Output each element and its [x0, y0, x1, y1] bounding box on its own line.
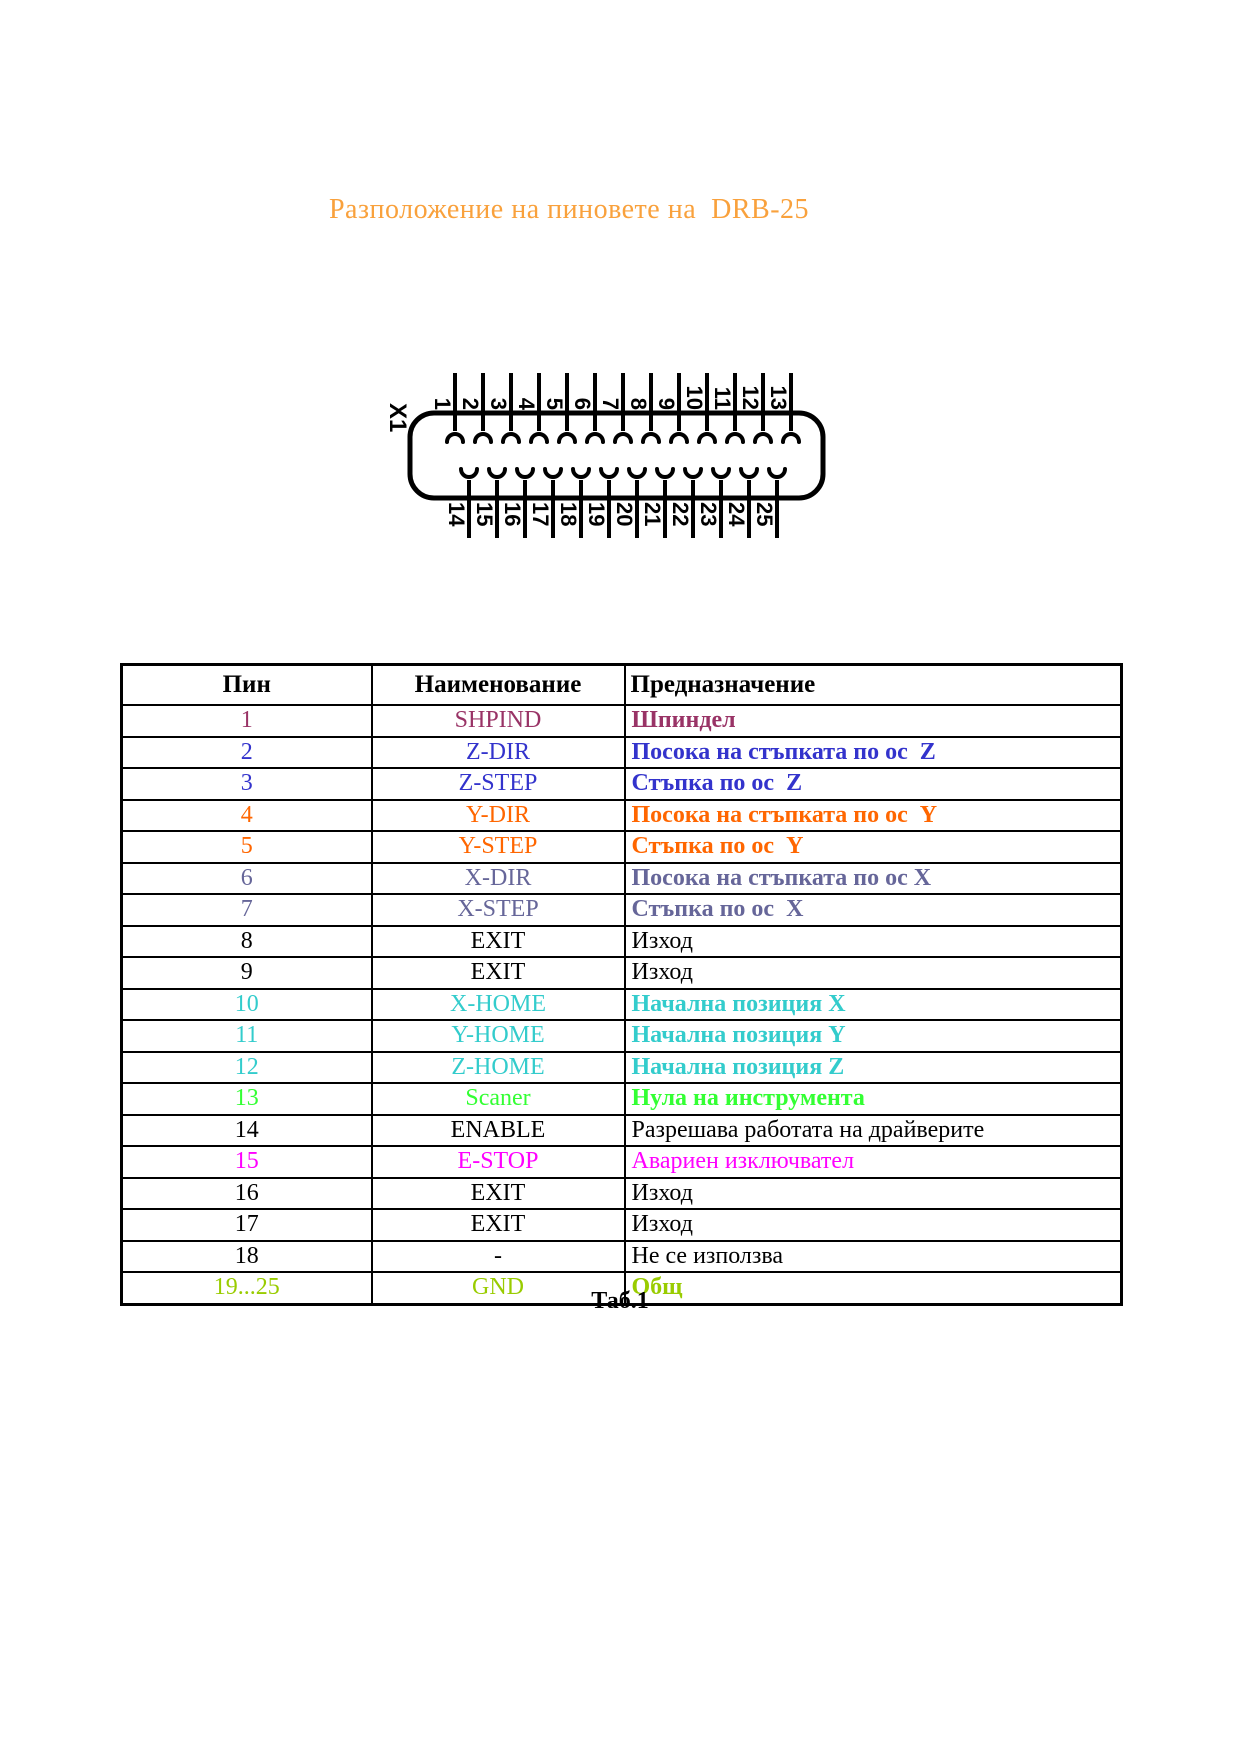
purpose-cell: Начална позиция X	[625, 989, 1122, 1021]
signal-name-cell: Z-HOME	[372, 1052, 625, 1084]
purpose-cell: Начална позиция Z	[625, 1052, 1122, 1084]
purpose-cell: Общ	[625, 1272, 1122, 1304]
pin-contact-arc	[755, 434, 771, 442]
signal-name-cell: EXIT	[372, 957, 625, 989]
purpose-cell: Разрешава работата на драйверите	[625, 1115, 1122, 1147]
signal-name-cell: X-DIR	[372, 863, 625, 895]
pin-contact-arc	[643, 434, 659, 442]
pin-number-label: 6	[570, 397, 595, 410]
purpose-cell: Изход	[625, 1209, 1122, 1241]
pin-contact-arc	[545, 469, 561, 477]
pin-number-cell: 13	[122, 1083, 372, 1115]
pin-contact-arc	[573, 469, 589, 477]
table-row	[122, 1020, 1122, 1052]
pin-number-label: 11	[710, 386, 735, 410]
table-row	[122, 1209, 1122, 1241]
purpose-cell: Шпиндел	[625, 705, 1122, 737]
pin-number-label: 18	[556, 502, 581, 527]
pin-number-label: 4	[514, 397, 539, 410]
pin-number-cell: 10	[122, 989, 372, 1021]
pin-number-label: 20	[612, 502, 637, 527]
pin-number-label: 9	[654, 397, 679, 410]
pin-contact-arc	[699, 434, 715, 442]
purpose-cell: Изход	[625, 1178, 1122, 1210]
signal-name-cell: E-STOP	[372, 1146, 625, 1178]
pin-number-cell: 3	[122, 768, 372, 800]
pin-number-label: 5	[542, 397, 567, 410]
pin-contact-arc	[601, 469, 617, 477]
purpose-cell: Стъпка по ос Z	[625, 768, 1122, 800]
signal-name-cell: Y-DIR	[372, 800, 625, 832]
pin-number-cell: 1	[122, 705, 372, 737]
pin-number-label: 7	[598, 397, 623, 410]
pin-number-label: 8	[626, 397, 651, 410]
purpose-cell: Стъпка по ос Y	[625, 831, 1122, 863]
pin-number-cell: 4	[122, 800, 372, 832]
pin-number-label: 13	[766, 385, 791, 410]
table-row	[122, 705, 1122, 737]
signal-name-cell: SHPIND	[372, 705, 625, 737]
table-row	[122, 989, 1122, 1021]
page-title: Разположение на пиновете на DRB-25	[328, 194, 810, 225]
header-name: Наименование	[372, 665, 625, 706]
pin-number-cell: 18	[122, 1241, 372, 1273]
purpose-cell: Авариен изключвател	[625, 1146, 1122, 1178]
pin-number-label: 16	[500, 502, 525, 527]
purpose-cell: Стъпка по ос X	[625, 894, 1122, 926]
pinout-table-body	[122, 705, 1122, 1304]
pin-number-cell: 12	[122, 1052, 372, 1084]
table-row	[122, 1178, 1122, 1210]
table-row	[122, 1115, 1122, 1147]
pin-number-label: 2	[458, 397, 483, 410]
purpose-cell: Изход	[625, 957, 1122, 989]
signal-name-cell: EXIT	[372, 1209, 625, 1241]
table-row	[122, 831, 1122, 863]
purpose-cell: Посока на стъпката по ос Y	[625, 800, 1122, 832]
table-row	[122, 926, 1122, 958]
pin-contact-arc	[559, 434, 575, 442]
pin-contact-arc	[629, 469, 645, 477]
table-header-row	[122, 665, 1122, 706]
pin-contact-arc	[503, 434, 519, 442]
pinout-table	[120, 663, 1123, 1306]
header-pin: Пин	[122, 665, 372, 706]
signal-name-cell: EXIT	[372, 926, 625, 958]
signal-name-cell: GND	[372, 1272, 625, 1304]
signal-name-cell: Z-DIR	[372, 737, 625, 769]
pin-contact-arc	[615, 434, 631, 442]
table-row	[122, 1146, 1122, 1178]
pin-contact-arc	[531, 434, 547, 442]
pin-number-label: 25	[752, 502, 777, 527]
pin-contact-arc	[475, 434, 491, 442]
pin-number-cell: 7	[122, 894, 372, 926]
purpose-cell: Посока на стъпката по ос X	[625, 863, 1122, 895]
connector-label: X1	[384, 403, 411, 433]
pin-contact-arc	[657, 469, 673, 477]
pin-number-label: 15	[472, 502, 497, 527]
signal-name-cell: Z-STEP	[372, 768, 625, 800]
pin-number-label: 1	[430, 397, 455, 410]
purpose-cell: Нула на инструмента	[625, 1083, 1122, 1115]
signal-name-cell: EXIT	[372, 1178, 625, 1210]
table-row	[122, 737, 1122, 769]
pin-contact-arc	[727, 434, 743, 442]
pin-number-cell: 6	[122, 863, 372, 895]
table-row	[122, 1241, 1122, 1273]
pin-number-cell: 11	[122, 1020, 372, 1052]
pin-contact-arc	[517, 469, 533, 477]
table-caption: Таб.1	[591, 1288, 649, 1314]
pin-contact-arc	[461, 469, 477, 477]
table-row	[122, 768, 1122, 800]
pin-contact-arc	[741, 469, 757, 477]
pin-number-cell: 8	[122, 926, 372, 958]
pin-contact-arc	[587, 434, 603, 442]
pin-number-label: 17	[528, 502, 553, 527]
pin-number-cell: 14	[122, 1115, 372, 1147]
signal-name-cell: Y-STEP	[372, 831, 625, 863]
signal-name-cell: Y-HOME	[372, 1020, 625, 1052]
pin-number-cell: 17	[122, 1209, 372, 1241]
purpose-cell: Не се използва	[625, 1241, 1122, 1273]
table-row	[122, 800, 1122, 832]
pin-contact-arc	[713, 469, 729, 477]
pin-number-label: 12	[738, 385, 763, 410]
db25-connector-diagram	[370, 325, 850, 575]
pin-contact-arc	[671, 434, 687, 442]
table-row	[122, 1052, 1122, 1084]
table-row	[122, 1083, 1122, 1115]
pin-number-label: 19	[584, 502, 609, 527]
purpose-cell: Начална позиция Y	[625, 1020, 1122, 1052]
table-row	[122, 863, 1122, 895]
pin-number-cell: 15	[122, 1146, 372, 1178]
signal-name-cell: X-STEP	[372, 894, 625, 926]
pin-number-cell: 2	[122, 737, 372, 769]
pin-number-label: 3	[486, 397, 511, 410]
purpose-cell: Изход	[625, 926, 1122, 958]
pin-number-label: 23	[696, 502, 721, 527]
signal-name-cell: -	[372, 1241, 625, 1273]
header-purpose: Предназначение	[625, 665, 1122, 706]
pin-contact-arc	[769, 469, 785, 477]
pin-contact-arc	[447, 434, 463, 442]
pin-number-cell: 19...25	[122, 1272, 372, 1304]
pin-number-cell: 16	[122, 1178, 372, 1210]
signal-name-cell: Scaner	[372, 1083, 625, 1115]
pin-contact-arc	[783, 434, 799, 442]
pin-number-label: 24	[724, 502, 749, 527]
table-row	[122, 957, 1122, 989]
table-row	[122, 894, 1122, 926]
signal-name-cell: ENABLE	[372, 1115, 625, 1147]
pin-number-cell: 9	[122, 957, 372, 989]
pin-number-label: 10	[682, 385, 707, 410]
purpose-cell: Посока на стъпката по ос Z	[625, 737, 1122, 769]
connector-pins	[430, 373, 799, 538]
signal-name-cell: X-HOME	[372, 989, 625, 1021]
pin-number-label: 14	[444, 502, 469, 527]
pin-number-label: 22	[668, 502, 693, 527]
pin-number-label: 21	[640, 502, 665, 527]
pin-contact-arc	[489, 469, 505, 477]
pin-number-cell: 5	[122, 831, 372, 863]
pin-contact-arc	[685, 469, 701, 477]
